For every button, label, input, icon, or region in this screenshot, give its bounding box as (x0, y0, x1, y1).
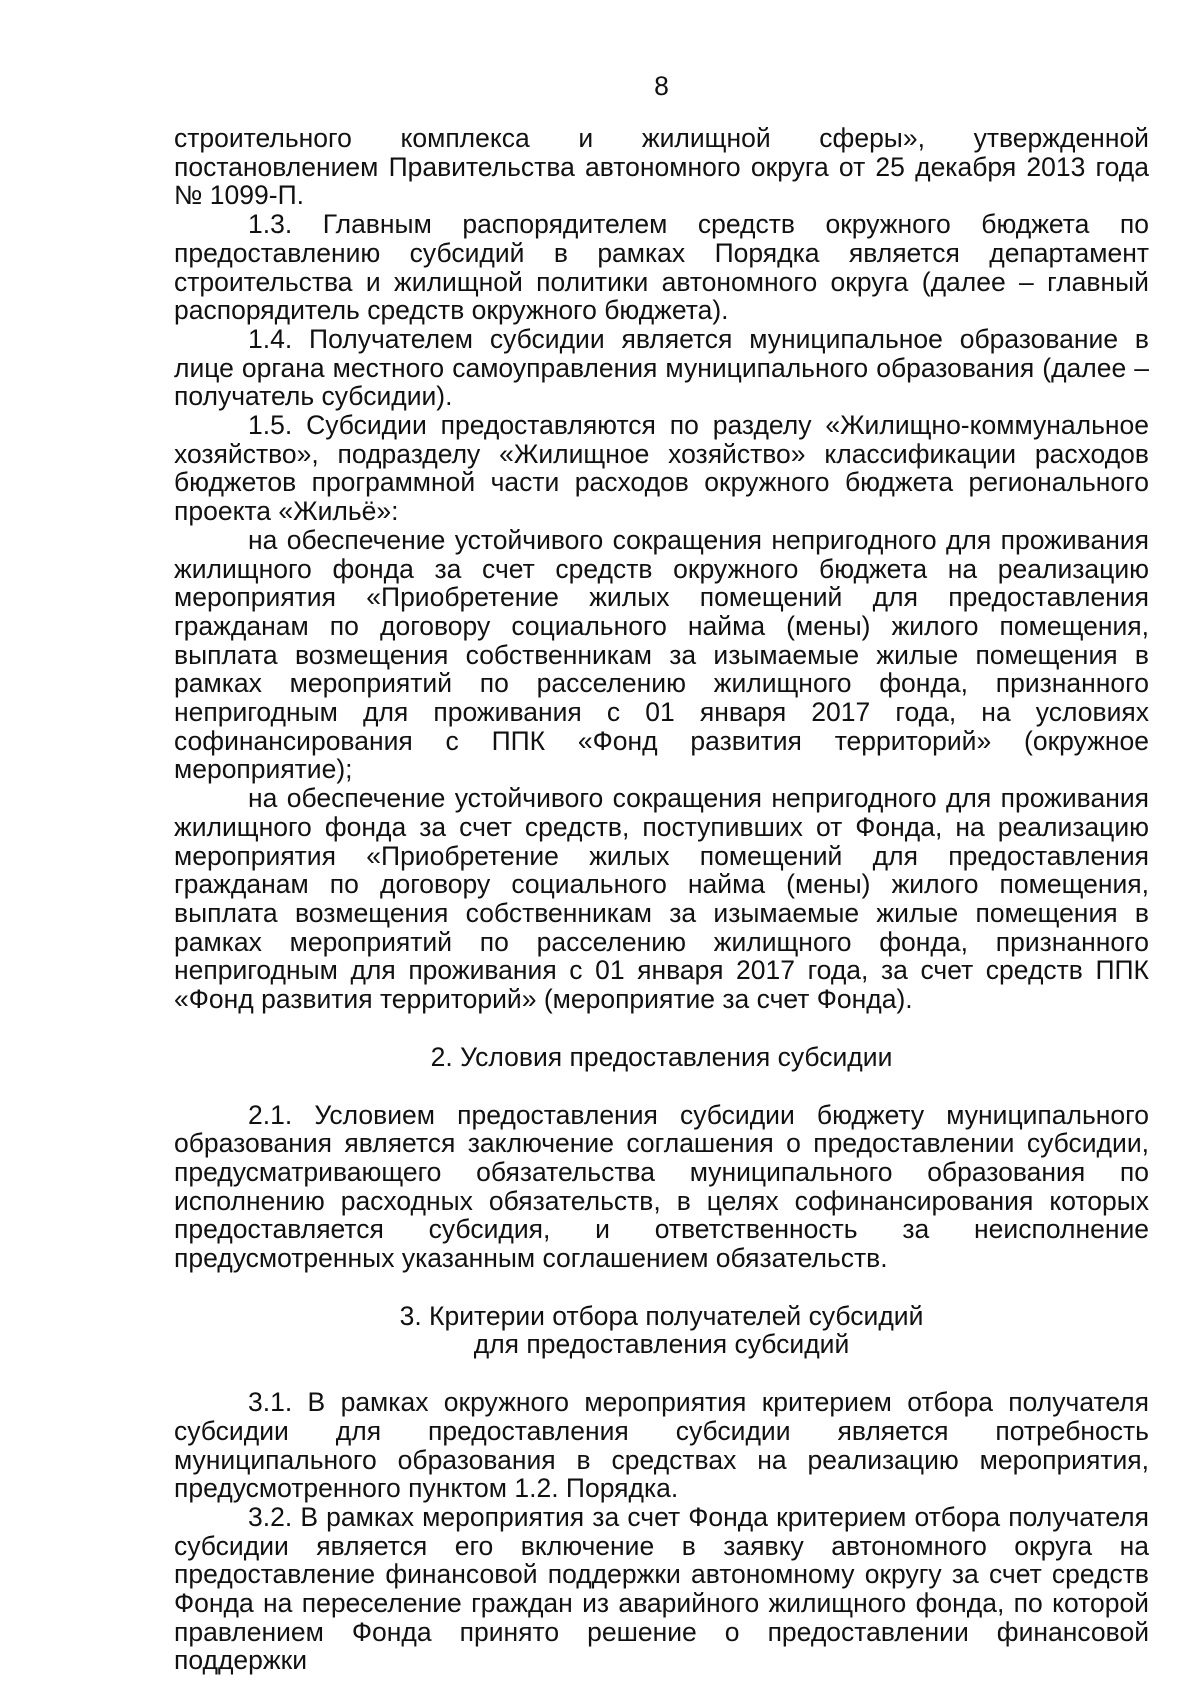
paragraph-3-2: 3.2. В рамках мероприятия за счет Фонда критерием отбора получателя субсидии является его включение в заявку автономного округа на предоставление финансовой поддержки автономному округу за счет средств Фонда на переселение граждан из аварийного жилищного фонда, по которой правлением Фонда принято решение о предоставлении финансовой поддержки (174, 1501, 1149, 1676)
paragraph-continuation: строительного комплекса и жилищной сферы», утвержденной постановлением Правительства автономного округа от 25 декабря 2013 года № 1099-П. (174, 123, 1149, 211)
document-body (174, 124, 1149, 1675)
paragraph-3-1: 3.1. В рамках окружного мероприятия критерием отбора получателя субсидии для предоставления субсидии является потребность муниципального образования в средствах на реализацию мероприятия, предусмотренного пунктом 1.2. Порядка. (174, 1387, 1149, 1504)
paragraph-1-5: 1.5. Субсидии предоставляются по разделу «Жилищно-коммунальное хозяйство», подразделу «Жилищное хозяйство» классификации расходов бюджетов программной части расходов окружного бюджета регионального проекта «Жильё»: (174, 410, 1149, 527)
paragraph-1-3: 1.3. Главным распорядителем средств окружного бюджета по предоставлению субсидий в рамках Порядка является департамент строительства и жилищной политики автономного округа (далее – главный распорядитель средств окружного бюджета). (174, 209, 1149, 326)
paragraph-okruzhnoe-meropriyatie: на обеспечение устойчивого сокращения непригодного для проживания жилищного фонда за счет средств окружного бюджета на реализацию мероприятия «Приобретение жилых помещений для предоставления гражданам по договору социального найма (мены) жилого помещения, выплата возмещения собственникам за изымаемые жилые помещения в рамках мероприятий по расселению жилищного фонда, признанного непригодным для проживания с 01 января 2017 года, на условиях софинансирования с ППК «Фонд развития территорий» (окружное мероприятие); (174, 524, 1149, 785)
paragraph-1-4: 1.4. Получателем субсидии является муниципальное образование в лице органа местного самоуправления муниципального образования (далее – получатель субсидии). (174, 323, 1149, 412)
paragraph-2-1: 2.1. Условием предоставления субсидии бюджету муниципального образования является заключение соглашения о предоставлении субсидии, предусматривающего обязательства муниципального образования по исполнению расходных обязательств, в целях софинансирования которых предоставляется субсидия, и ответственность за неисполнение предусмотренных указанным соглашением обязательств. (174, 1099, 1149, 1274)
section-3-heading-line-1: 3. Критерии отбора получателей субсидий (399, 1300, 924, 1331)
section-3-heading (174, 1302, 1149, 1359)
section-3-heading-line-2: для предоставления субсидий (473, 1329, 850, 1360)
paragraph-meropriyatie-fonda: на обеспечение устойчивого сокращения непригодного для проживания жилищного фонда за счет средств, поступивших от Фонда, на реализацию мероприятия «Приобретение жилых помещений для предоставления гражданам по договору социального найма (мены) жилого помещения, выплата возмещения собственникам за изымаемые жилые помещения в рамках мероприятий по расселению жилищного фонда, признанного непригодным для проживания с 01 января 2017 года, за счет средств ППК «Фонд развития территорий» (мероприятие за счет Фонда). (174, 783, 1149, 1015)
section-2-heading: 2. Условия предоставления субсидии (430, 1041, 893, 1072)
page-number: 8 (654, 71, 669, 101)
